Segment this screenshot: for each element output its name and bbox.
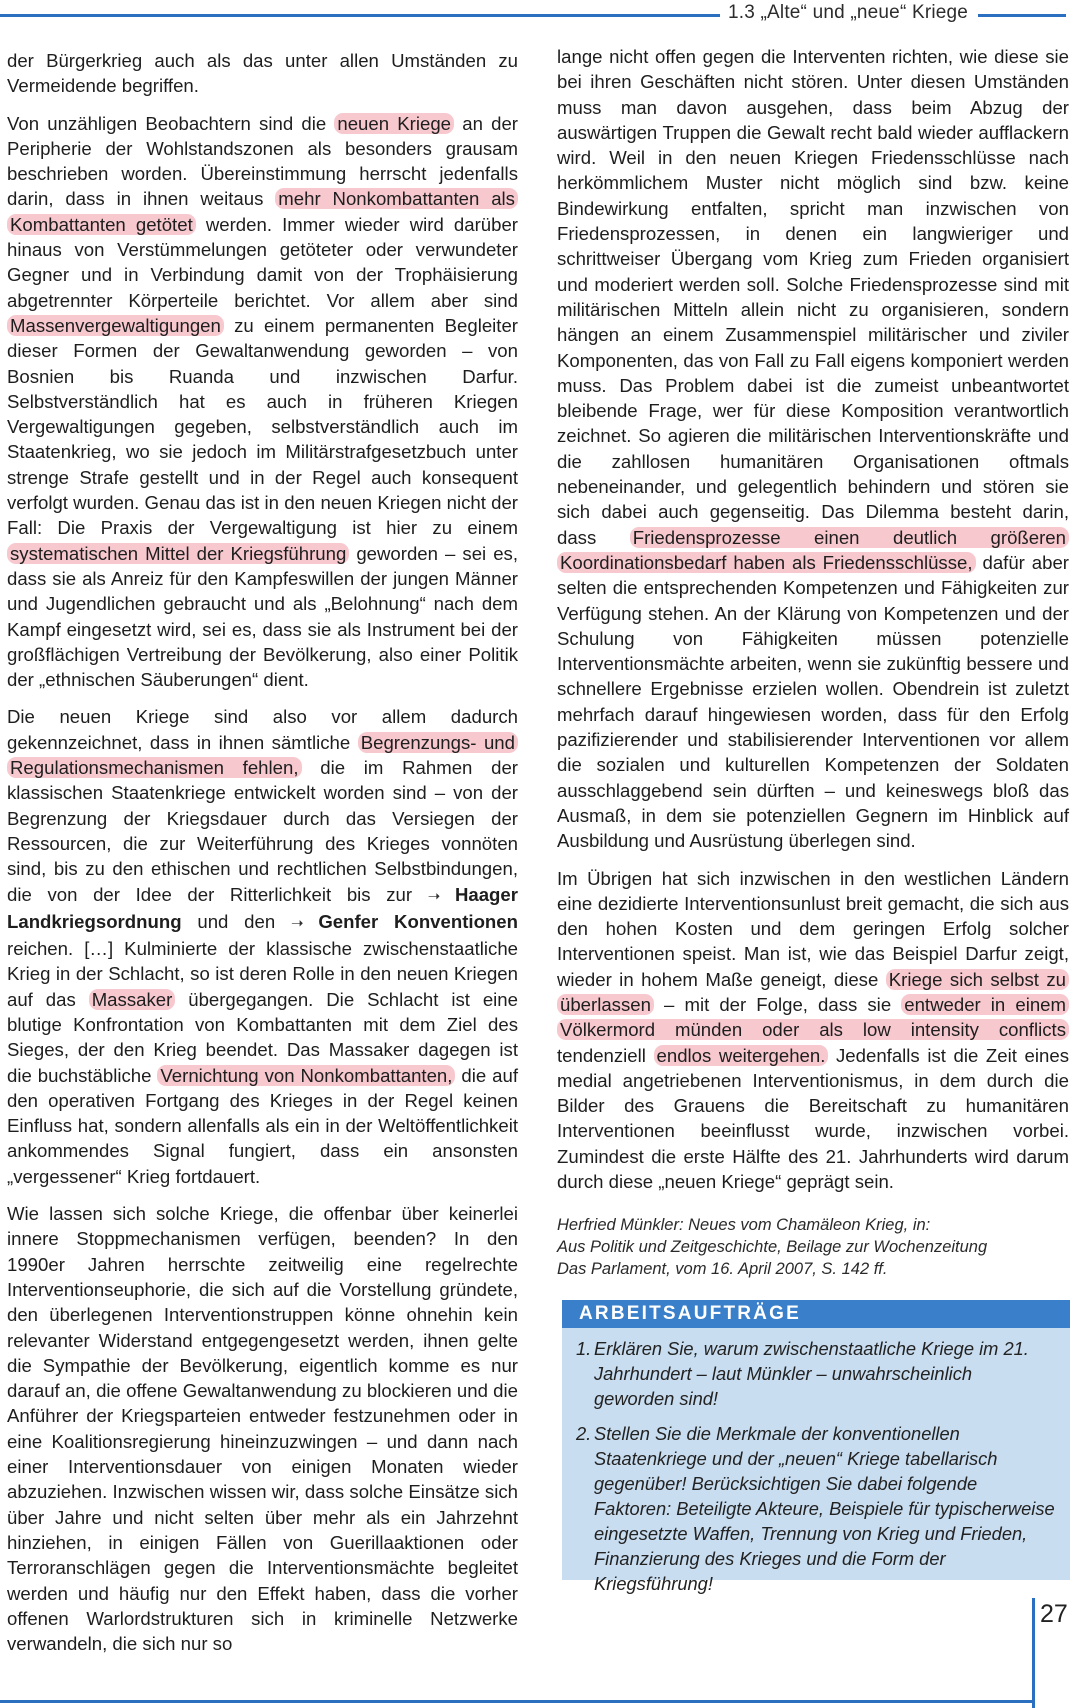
text-run: Von unzähligen Beobachtern sind die (7, 112, 335, 134)
paragraph (557, 866, 1069, 1195)
task-list (576, 1336, 1056, 1596)
task-text: Stellen Sie die Merkmale der konventionellen Staatenkriege und der „neuen“ Kriege tabellarisch gegenüber! Berücksichtigen Sie dabei folgende Faktoren: Beteiligte Akteure, Beispiele für typischerweise eingesetzte Waffen, Trennung von Krieg und Frieden, Finanzierung des Krieges und die Form der Kriegsführung! (594, 1423, 1055, 1594)
task-item (576, 1421, 1056, 1596)
cross-reference-term: Genfer Konventionen (318, 910, 518, 932)
text-run: werden. Immer wieder wird darüber hinaus von Verstümmelungen getöteter oder verwundeter Gegner und in Verbindung damit von der Trophäisierung abgetrennter Körperteile berichtet. Vor allem aber sind (7, 213, 518, 311)
highlighted-phrase: Massenvergewaltigungen (7, 315, 224, 336)
paragraph: Wie lassen sich solche Kriege, die offenbar über keinerlei innere Stoppmechanismen verfügen, beenden? In den 1990er Jahren herrschte zeitweilig eine regelrechte Interventionseuphorie, die sich auf die Vorstellung gründete, den überlegenen Interventionstruppen könne ohnehin kein relevanter Widerstand entgegengesetzt werden, ihnen gelte die Sympathie der Bevölkerung, eigentlich komme es nur darauf an, die offene Gewaltanwendung zu blockieren und die Anführer der Kriegsparteien entweder festzunehmen oder in eine Koalitionsregierung hineinzuzwingen – und dann nach einer Interventionsdauer von einigen Monaten wieder abzuziehen. Inzwischen wissen wir, dass solche Einsätze sich über Jahre und nicht selten über mehr als ein Jahrzehnt hinziehen, in einigen Fällen von Guerillaaktionen oder Terroranschlägen gegen die Interventionsmächte begleitet werden und häufig nur den Effekt haben, dass die vorher offenen Warlordstrukturen sich in kriminelle Netzwerke verwandeln, die sich nur so (7, 1203, 518, 1655)
text-run: Jedenfalls ist die Zeit eines medial angetriebenen Interventionismus, in dem durch die Bilder des Grauens die Bereitschaft zu humanitären Interventionen beeinflusst wurde, inzwischen vorbei. Zumindest die erste Hälfte des 21. Jahrhunderts wird darum durch diese „neuen Kriege“ geprägt sein. (557, 1044, 1069, 1193)
paragraph (557, 44, 1069, 854)
highlighted-phrase: mehr Nonkombattanten als Kombattanten getötet (7, 188, 518, 234)
text-run: übergegangen. Die Schlacht ist eine blutige Konfrontation von Kombattanten mit dem Ziel des Sieges, der den Krieg beendet. Das Massaker dagegen ist die buchstäbliche (7, 988, 518, 1086)
text-run: Im Übrigen hat sich inzwischen in den westlichen Ländern eine dezidierte Interventionsunlust breit gemacht, die sich aus den hohen Kosten und dem geringen Erfolg solcher Interventionen speist. Man ist, wie das Beispiel Darfur zeigt, wieder in hohem Maße geneigt, diese (557, 867, 1069, 990)
left-column (7, 48, 518, 1668)
text-run: und den (181, 910, 291, 932)
task-text: Erklären Sie, warum zwischenstaatliche Kriege im 21. Jahrhundert – laut Münkler – unwahrscheinlich geworden sind! (594, 1338, 1029, 1409)
highlighted-phrase: Friedensprozesse einen deutlich größeren Koordinationsbedarf haben als Friedensschlüsse, (557, 527, 1069, 573)
highlighted-phrase: Vernichtung von Nonkombattanten, (157, 1065, 455, 1086)
header-rule-end (978, 14, 1066, 17)
source-line: Herfried Münkler: Neues vom Chamäleon Krieg, in: (557, 1216, 931, 1235)
text-run: lange nicht offen gegen die Interventen richten, wie diese sie bei ihren Geschäften nicht stören. Unter diesen Umständen muss man davon ausgehen, dass beim Abzug der auswärtigen Truppen die Gewalt recht bald wieder aufflackern wird. Weil in den neuen Kriegen Friedensschlüsse nach herkömmlichem Muster nicht möglich sind bzw. keine Bindewirkung entfalten, spricht man inzwischen von Friedensprozessen, in denen ein langwieriger und schrittweiser Übergang vom Krieg zum Frieden organisiert und moderiert werden soll. Solche Friedensprozesse sind mit militärischen Mitteln allein nicht zu organisieren, sondern hängen an einem Zusammenspiel militärischer und ziviler Komponenten, das von Fall zu Fall eigens komponiert werden muss. Das Problem dabei ist die zumeist unbeantwortet bleibende Frage, wer für diese Komposition verantwortlich zeichnet. So agieren die militärischen Interventionskräfte und die zahllosen humanitären Organisationen oftmals nebeneinander, und gelegentlich behindern und stören sie sich dabei auch gegenseitig. Das Dilemma besteht darin, dass (557, 46, 1069, 548)
highlighted-phrase: systematischen Mittel der Kriegsführung (7, 543, 349, 564)
tasks-title: ARBEITSAUFTRÄGE (562, 1300, 1070, 1328)
footer-rule (0, 1700, 1034, 1703)
cross-reference-arrow-icon: ➝ (290, 914, 319, 932)
text-run: dafür aber selten die entsprechenden Kompetenzen und Fähigkeiten zur Verfügung stehen. An der Klärung von Kompetenzen und der Schulung von Fähigkeiten müssen potenzielle Interventionsmächte arbeiten, wenn sie zukünftig bessere und schnellere Ergebnisse erzielen wollen. Obendrein ist zuletzt mehrfach darauf hingewiesen worden, dass für den Erfolg pazifizierender und stabilisierender Interventionen vor allem die sozialen und kulturellen Kompetenzen der Soldaten ausschlaggebend sein dürften – und keineswegs bloß das Ausmaß, in dem sie potenziellen Gegnern im Hinblick auf Ausbildung und Ausrüstung überlegen sind. (557, 551, 1069, 852)
text-run: tendenziell (557, 1044, 654, 1066)
paragraph (7, 704, 518, 1189)
page-number: 27 (1040, 1600, 1068, 1628)
highlighted-phrase: Kriege sich selbst zu überlassen (557, 969, 1069, 1015)
right-column (557, 44, 1069, 1280)
task-number: 2. (576, 1423, 592, 1444)
task-item (576, 1336, 1056, 1411)
chapter-title: 1.3 „Alte“ und „neue“ Kriege (728, 2, 969, 23)
cross-reference-arrow-icon: ➝ (427, 887, 455, 905)
text-run: an der Peripherie der Wohlstandszonen als besonders grausam beschrieben worden. Übereinstimmung herrscht jedenfalls darin, dass in ihnen weitaus (7, 112, 518, 210)
highlighted-phrase: Massaker (89, 989, 176, 1010)
source-line: Aus Politik und Zeitgeschichte, Beilage zur Wochenzeitung (557, 1238, 988, 1257)
highlighted-phrase: neuen Kriege (334, 113, 454, 134)
task-number: 1. (576, 1338, 592, 1359)
text-run: reichen. […] Kulminierte der klassische zwischenstaatliche Krieg in der Schlacht, so ist deren Rolle in den neuen Kriegen auf das (7, 938, 518, 1010)
source-citation (557, 1214, 1069, 1280)
text-run: – mit der Folge, dass sie (653, 993, 902, 1015)
text-run: die im Rahmen der klassischen Staatenkriege entwickelt worden sind – von der Begrenzung der Kriegsdauer durch das Versiegen der Ressourcen, die zur Weiterführung des Krieges vonnöten sind, bis zu den ethischen und rechtlichen Selbstbindungen, die von der Idee der Ritterlichkeit bis zur (7, 757, 518, 905)
tasks-box (562, 1300, 1070, 1594)
source-line: Das Parlament, vom 16. April 2007, S. 142 ff. (557, 1260, 888, 1279)
cross-reference-term: Haager Landkriegsordnung (7, 883, 518, 932)
text-run: zu einem permanenten Begleiter dieser Formen der Gewaltanwendung geworden – von Bosnien bis Ruanda und inzwischen Darfur. Selbstverständlich hat es auch in früheren Kriegen Vergewaltigungen gegeben, selbstverständlich auch im Staatenkrieg, wo sie jedoch im Militärstrafgesetzbuch unter strenge Strafe gestellt und in der Regel auch konsequent verfolgt wurden. Genau das ist in den neuen Kriegen nicht der Fall: Die Praxis der Vergewaltigung ist hier zu einem (7, 314, 518, 539)
highlighted-phrase: Begrenzungs- und Regulationsmechanismen fehlen, (7, 732, 518, 778)
text-run: Die neuen Kriege sind also vor allem dadurch gekennzeichnet, dass in ihnen sämtliche (7, 706, 518, 753)
paragraph: der Bürgerkrieg auch als das unter allen Umständen zu Vermeidende begriffen. (7, 50, 518, 97)
paragraph (7, 111, 518, 693)
header-rule (0, 14, 720, 17)
highlighted-phrase: endlos weitergehen. (654, 1045, 829, 1066)
text-run: die auf den operativen Fortgang des Krieges in der Regel keinen Einfluss hat, sondern allenfalls als ein in der Weltöffentlichkeit ankommendes Signal fungiert, dass ein ansonsten „vergessener“ Krieg fortdauert. (7, 1064, 519, 1187)
page-number-rule (1032, 1598, 1035, 1708)
highlighted-phrase: entweder in einem Völkermord münden oder als low intensity conflicts (557, 994, 1069, 1040)
text-run: geworden – sei es, dass sie als Anreiz für den Kampfeswillen der jungen Männer und Jugendlichen gebraucht und als „Belohnung“ nach dem Kampf eingesetzt wird, sei es, dass sie als Instrument bei der großflächigen Vertreibung der Bevölkerung, also einer Politik der „ethnischen Säuberungen“ dient. (7, 542, 518, 691)
